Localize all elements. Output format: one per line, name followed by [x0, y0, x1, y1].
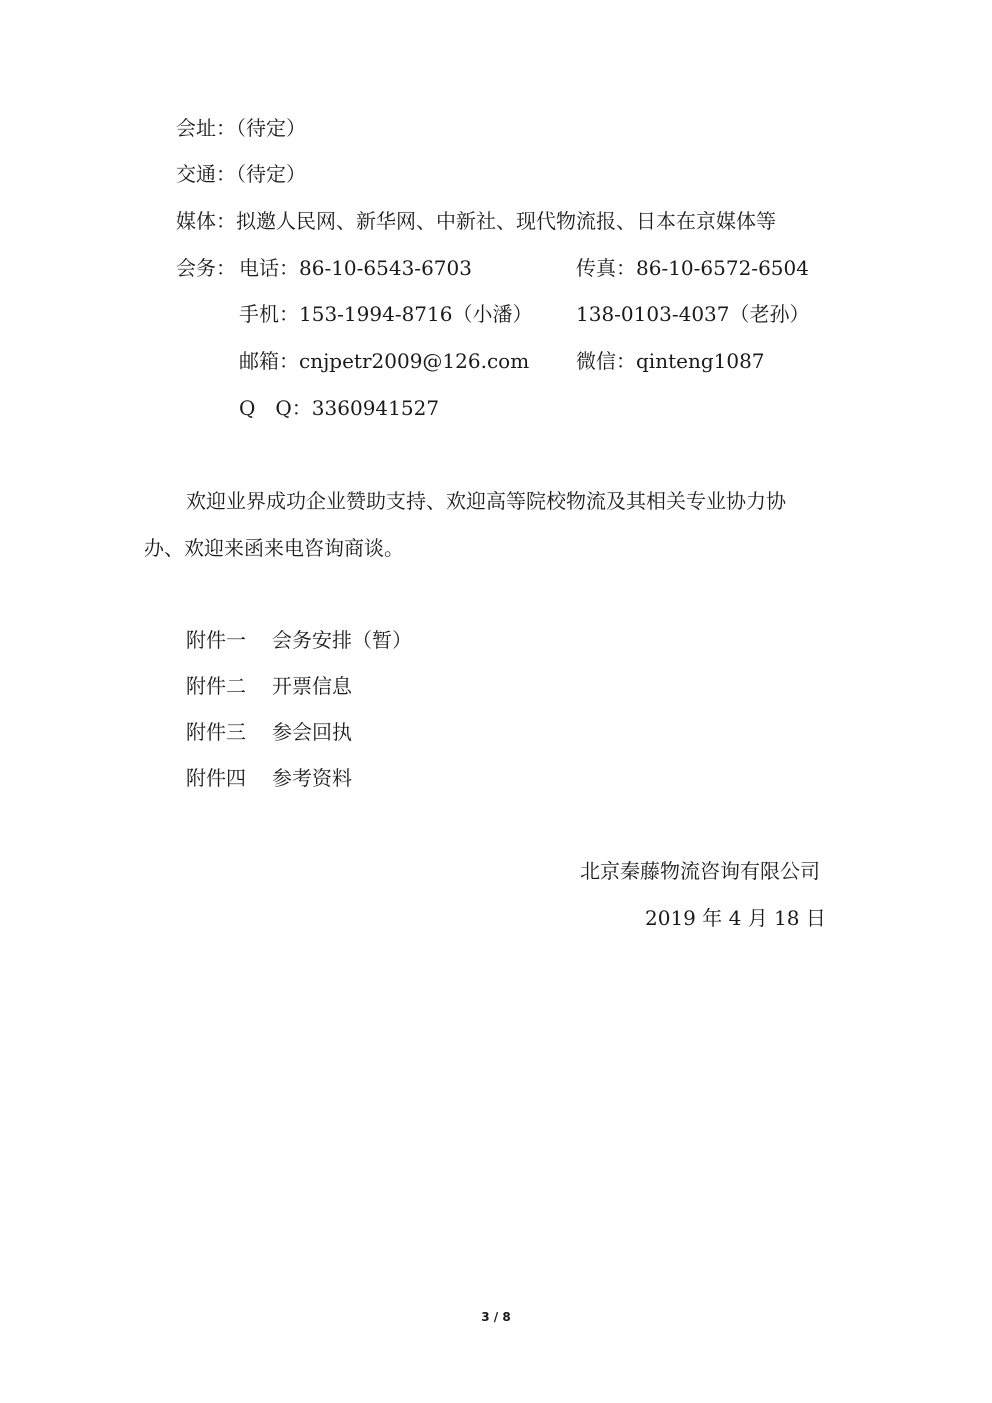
- attachment-1-label: 附件一: [186, 628, 246, 652]
- attachment-2-title: 开票信息: [272, 674, 352, 698]
- signature-date: 2019 年 4 月 18 日: [645, 906, 826, 930]
- attachment-4-label: 附件四: [186, 766, 246, 790]
- attachment-1-title: 会务安排（暂）: [272, 628, 412, 652]
- attachment-3-label: 附件三: [186, 720, 246, 744]
- contact-mobile-1: 手机：153-1994-8716（小潘）: [239, 302, 533, 326]
- contact-phone: 电话：86-10-6543-6703: [239, 256, 472, 280]
- signature-company: 北京秦藤物流咨询有限公司: [580, 859, 820, 883]
- contact-label: 会务：: [176, 256, 236, 280]
- attachment-2-label: 附件二: [186, 674, 246, 698]
- page-number: 3 / 8: [481, 1310, 511, 1324]
- contact-qq: Q Q：3360941527: [239, 396, 440, 420]
- contact-mobile-2: 138-0103-4037（老孙）: [576, 302, 810, 326]
- contact-wechat: 微信：qinteng1087: [576, 349, 765, 373]
- contact-fax: 传真：86-10-6572-6504: [576, 256, 809, 280]
- transport-line: 交通：（待定）: [176, 162, 306, 186]
- venue-line: 会址：（待定）: [176, 116, 306, 140]
- welcome-line-1: 欢迎业界成功企业赞助支持、欢迎高等院校物流及其相关专业协力协: [186, 489, 786, 513]
- attachment-4-title: 参考资料: [272, 766, 352, 790]
- contact-email: 邮箱：cnjpetr2009@126.com: [239, 349, 530, 373]
- media-line: 媒体：拟邀人民网、新华网、中新社、现代物流报、日本在京媒体等: [176, 209, 776, 233]
- welcome-line-2: 办、欢迎来函来电咨询商谈。: [144, 536, 404, 560]
- attachment-3-title: 参会回执: [272, 720, 352, 744]
